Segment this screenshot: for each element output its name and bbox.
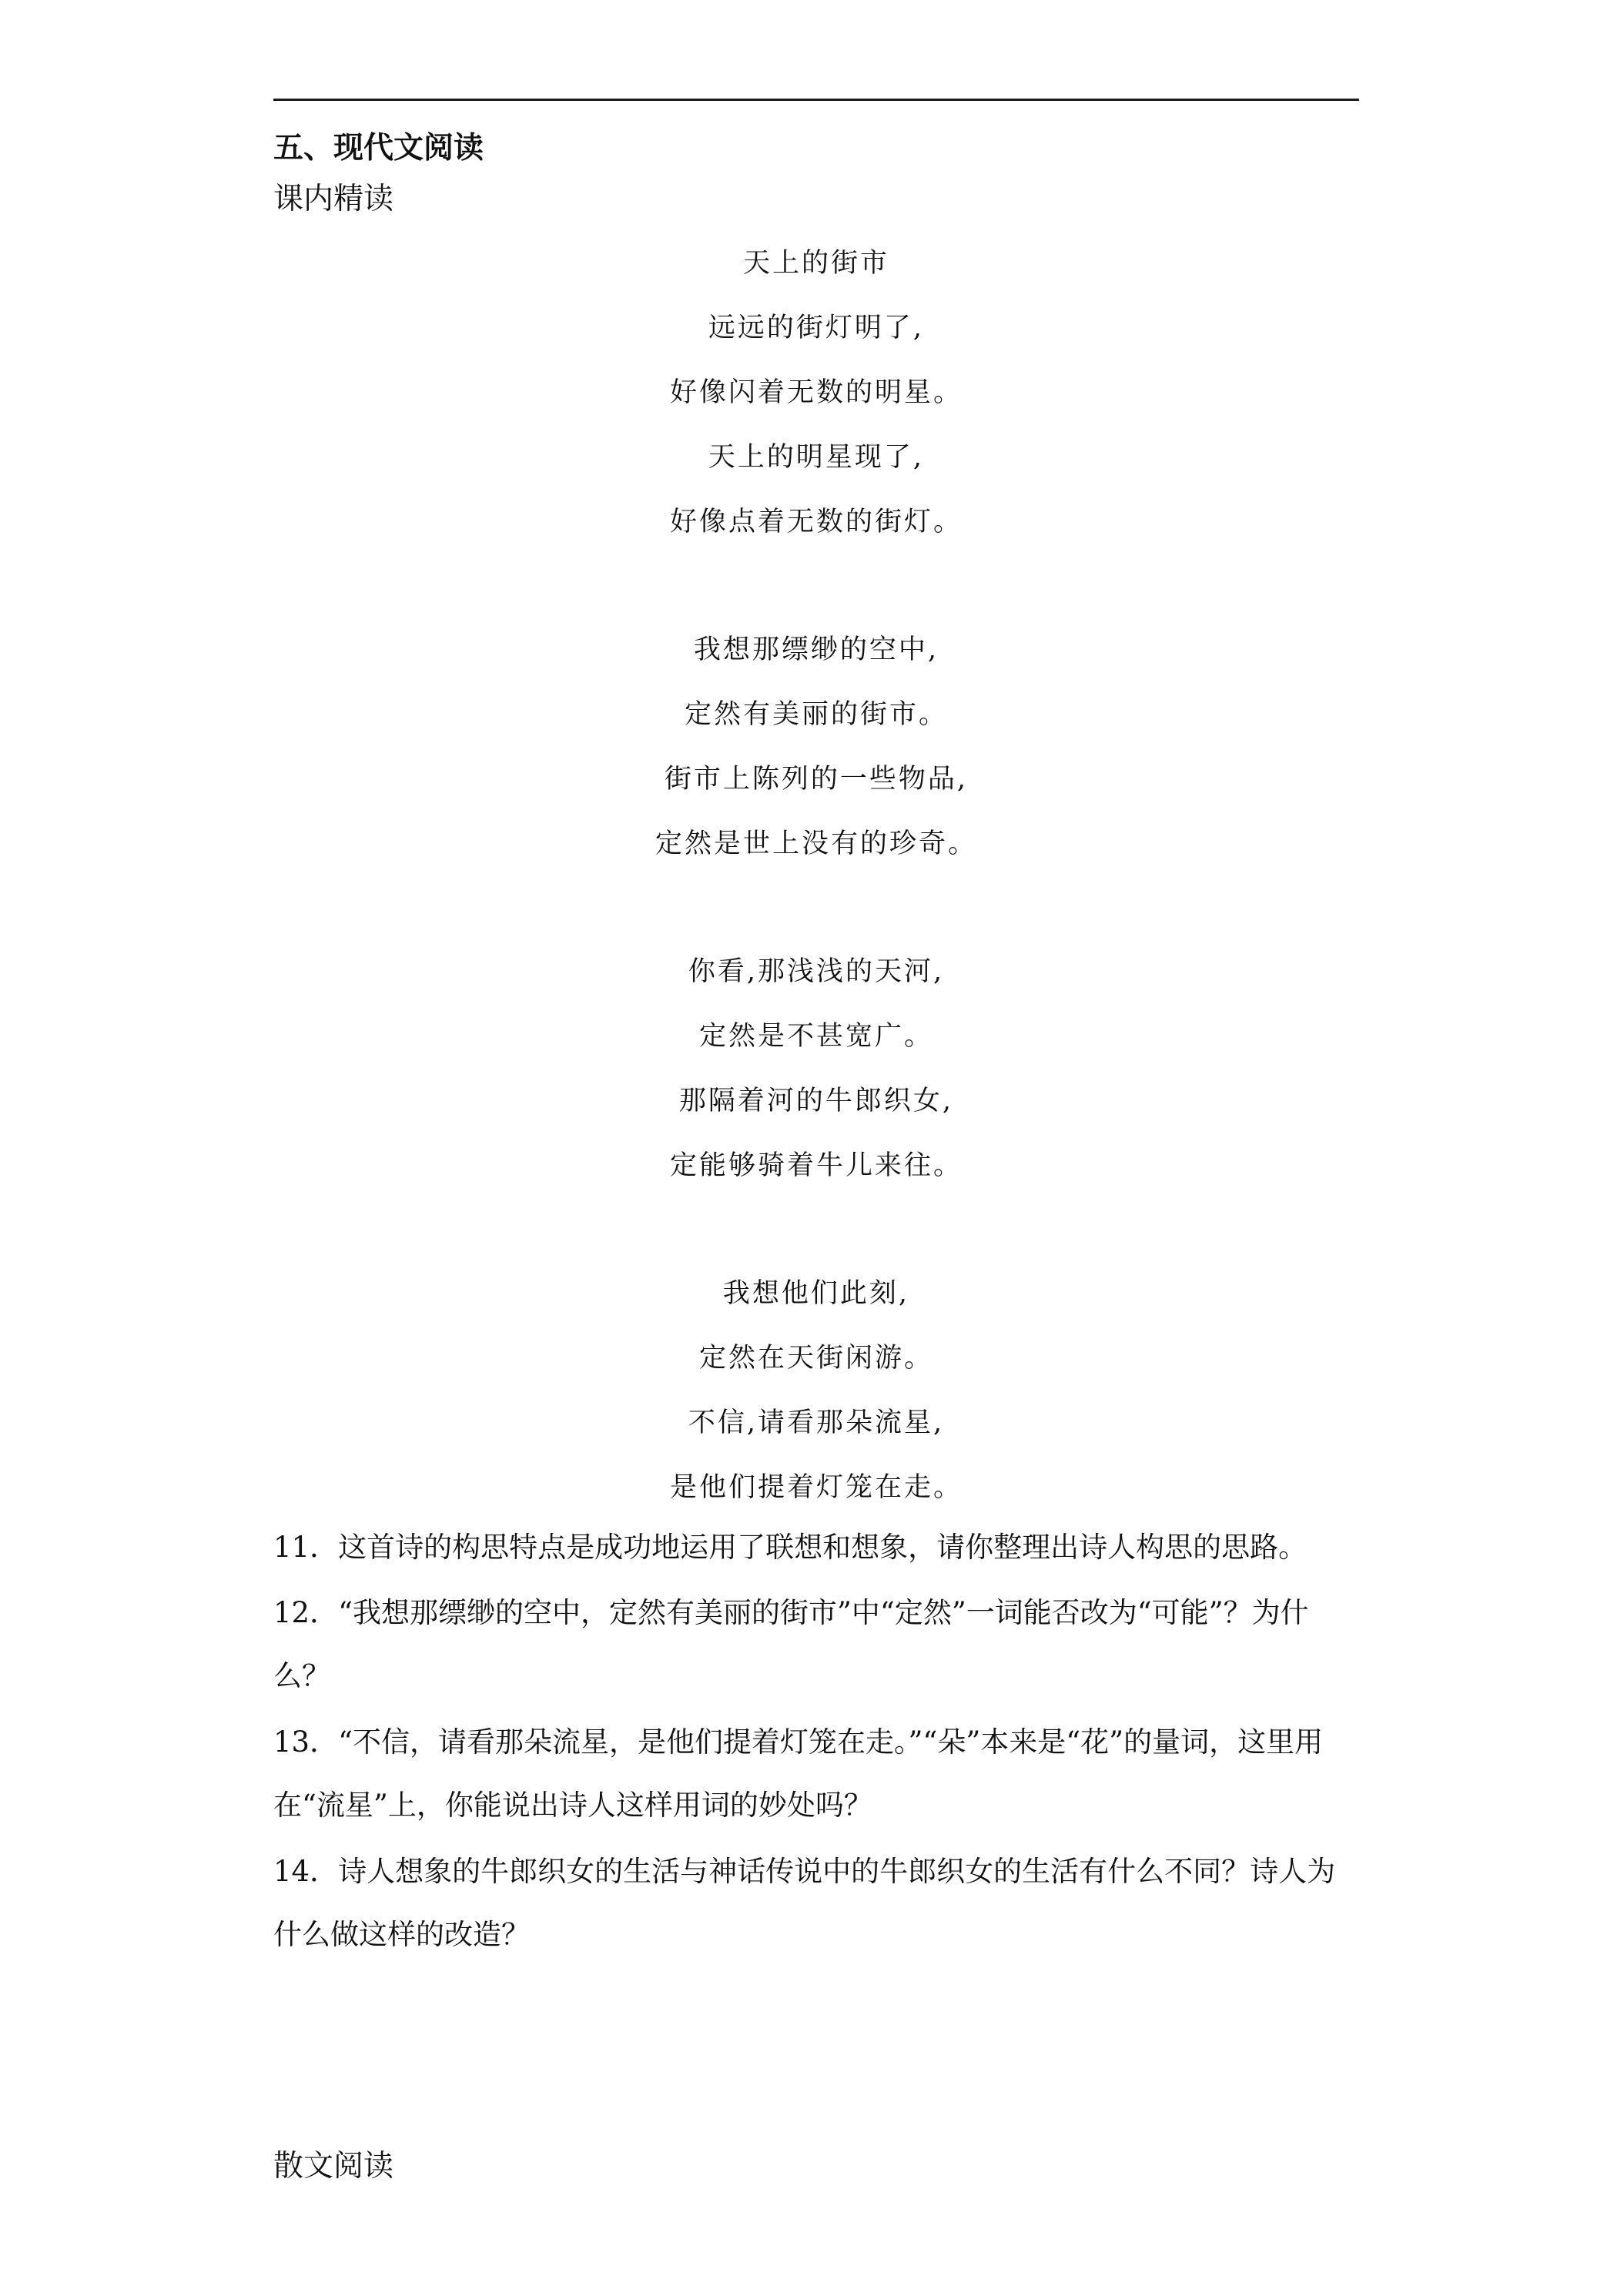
poem-line: 天上的明星现了, <box>708 442 925 473</box>
poem-title: 天上的街市 <box>742 248 889 279</box>
poem-line: 好像点着无数的街灯。 <box>669 507 963 537</box>
poem-line: 不信,请看那朵流星, <box>688 1407 945 1438</box>
poem-line: 定然有美丽的街市。 <box>684 699 948 730</box>
poem-line: 我想他们此刻, <box>722 1278 910 1309</box>
poem-line: 那隔着河的牛郎织女, <box>678 1086 954 1116</box>
question-11: 11．这首诗的构思特点是成功地运用了联想和想象，请你整理出诗人构思的思路。 <box>273 1531 1308 1564</box>
poem-line: 定然在天街闲游。 <box>698 1343 933 1374</box>
poem-line: 定然是不甚宽广。 <box>698 1021 933 1052</box>
poem-line: 定能够骑着牛儿来往。 <box>669 1150 963 1181</box>
poem-line: 是他们提着灯笼在走。 <box>669 1472 963 1503</box>
poem-line: 好像闪着无数的明星。 <box>669 377 963 408</box>
question-13: 13．“不信，请看那朵流星，是他们提着灯笼在走。”“朵”本来是“花”的量词，这里用在“流星”上，你能说出诗人这样用词的妙处吗？ <box>273 1725 1324 1822</box>
question-14: 14．诗人想象的牛郎织女的生活与神话传说中的牛郎织女的生活有什么不同？诗人为什么做这样的改造？ <box>273 1855 1336 1951</box>
section-subtitle: 课内精读 <box>273 182 394 216</box>
poem-line: 我想那缥缈的空中, <box>693 634 939 665</box>
poem-line: 远远的街灯明了, <box>708 313 925 343</box>
header-rule <box>273 99 1359 101</box>
question-12: 12．“我想那缥缈的空中，定然有美丽的街市”中“定然”一词能否改为“可能”？为什么？ <box>273 1596 1309 1692</box>
poem-line: 你看,那浅浅的天河, <box>688 956 945 987</box>
section-label-prose-reading: 散文阅读 <box>273 2149 394 2184</box>
section-title: 五、现代文阅读 <box>273 130 484 166</box>
poem-line: 定然是世上没有的珍奇。 <box>655 828 977 859</box>
poem-line: 街市上陈列的一些物品, <box>664 764 969 795</box>
